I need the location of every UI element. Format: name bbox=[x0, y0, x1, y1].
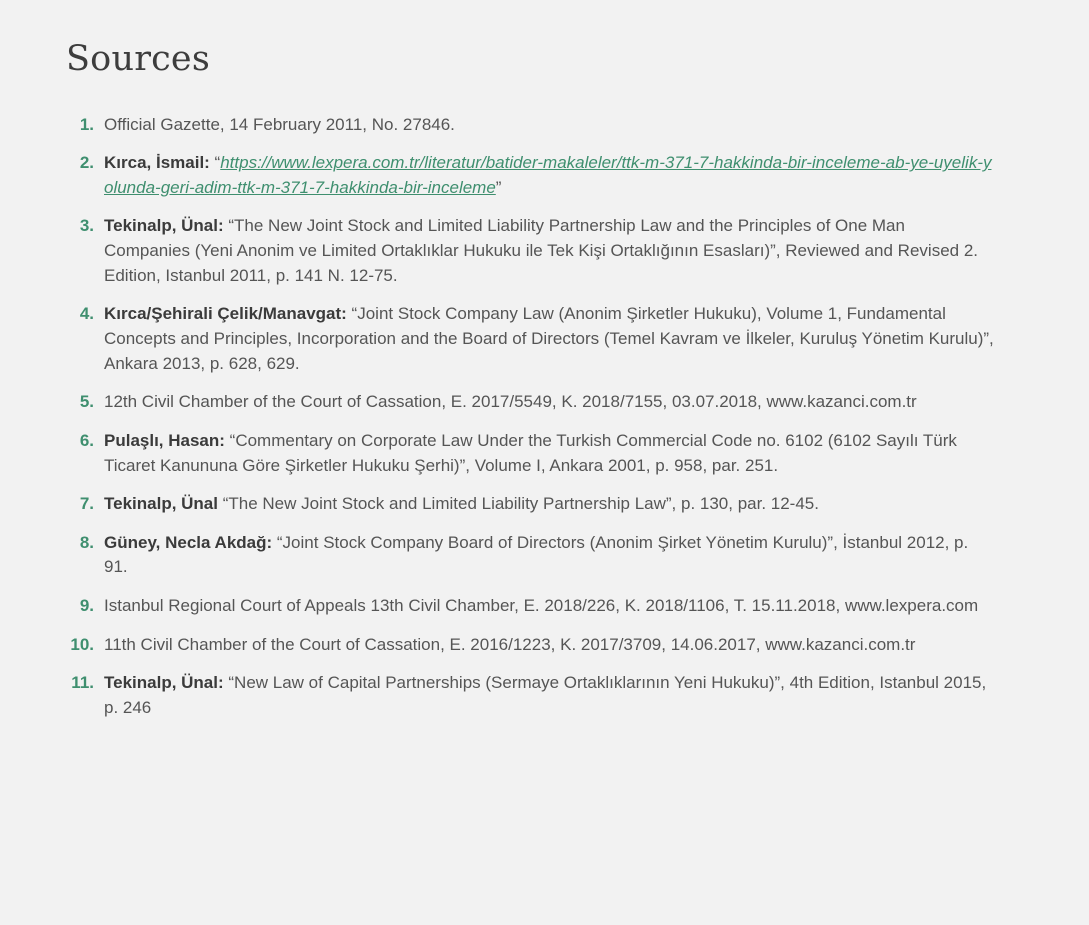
list-item-number: 10. bbox=[70, 634, 94, 654]
page-title: Sources bbox=[66, 39, 210, 79]
source-citation: Istanbul Regional Court of Appeals 13th Civil Chamber, E. 2018/226, K. 2018/1106, T. 15.11.2018, www.lexpera.com bbox=[104, 596, 979, 616]
source-citation: 11th Civil Chamber of the Court of Cassation, E. 2016/1223, K. 2017/3709, 14.06.2017, www.kazanci.com.tr bbox=[104, 634, 916, 654]
list-item-text bbox=[104, 671, 994, 720]
list-item bbox=[66, 151, 994, 200]
source-author: Tekinalp, Ünal: bbox=[104, 216, 224, 236]
list-item-text bbox=[104, 302, 994, 376]
list-item-text bbox=[104, 390, 994, 415]
list-item bbox=[66, 214, 994, 288]
source-author: Güney, Necla Akdağ: bbox=[104, 532, 273, 552]
list-item-number: 8. bbox=[79, 532, 94, 552]
list-item bbox=[66, 390, 994, 415]
source-author: Tekinalp, Ünal: bbox=[104, 673, 224, 693]
source-author: Kırca, İsmail: bbox=[104, 153, 210, 173]
list-item-text bbox=[104, 113, 994, 138]
source-citation-tail: ” bbox=[495, 177, 502, 197]
source-citation: 12th Civil Chamber of the Court of Cassation, E. 2017/5549, K. 2018/7155, 03.07.2018, www.kazanci.com.tr bbox=[104, 392, 917, 412]
list-item-number: 6. bbox=[79, 430, 94, 450]
list-item bbox=[66, 113, 994, 138]
source-link[interactable]: https://www.lexpera.com.tr/literatur/batider-makaleler/ttk-m-371-7-hakkinda-bir-inceleme-ab-ye-uyelik-yolunda-geri-adim-ttk-m-371-7-hakkinda-bir-inceleme bbox=[104, 153, 992, 197]
list-item-number: 5. bbox=[79, 392, 94, 412]
source-citation: “Commentary on Corporate Law Under the Turkish Commercial Code no. 6102 (6102 Sayılı Türk Ticaret Kanununa Göre Şirketler Hukuku Şerhi)”, Volume I, Ankara 2001, p. 958, par. 251. bbox=[104, 430, 957, 475]
list-item-text bbox=[104, 531, 994, 580]
source-author: Tekinalp, Ünal bbox=[104, 494, 218, 514]
list-item-number: 9. bbox=[79, 596, 94, 616]
list-item-number: 4. bbox=[79, 304, 94, 324]
list-item bbox=[66, 594, 994, 619]
list-item-number: 7. bbox=[79, 494, 94, 514]
list-item-number: 3. bbox=[79, 216, 94, 236]
list-item bbox=[66, 302, 994, 376]
source-citation: “The New Joint Stock and Limited Liability Partnership Law and the Principles of One Man Companies (Yeni Anonim ve Limited Ortaklıklar Hukuku ile Tek Kişi Ortaklığının Esasları)”, Reviewed and Revised 2. Edition, Istanbul 2011, p. 141 N. 12-75. bbox=[104, 216, 978, 285]
list-item bbox=[66, 531, 994, 580]
list-item-text bbox=[104, 429, 994, 478]
list-item-text bbox=[104, 594, 994, 619]
source-citation: “Joint Stock Company Law (Anonim Şirketler Hukuku), Volume 1, Fundamental Concepts and Principles, Incorporation and the Board of Directors (Temel Kavram ve İlkeler, Kuruluş Yönetim Kurulu)”, Ankara 2013, p. 628, 629. bbox=[104, 304, 994, 373]
source-citation: “New Law of Capital Partnerships (Sermaye Ortaklıklarının Yeni Hukuku)”, 4th Edition, Istanbul 2015, p. 246 bbox=[104, 673, 987, 718]
sources-list bbox=[66, 113, 994, 721]
list-item-number: 2. bbox=[79, 153, 94, 173]
list-item-text bbox=[104, 151, 994, 200]
list-item-number: 11. bbox=[71, 673, 94, 693]
list-item bbox=[66, 492, 994, 517]
list-item-text bbox=[104, 633, 994, 658]
list-item bbox=[66, 429, 994, 478]
list-item bbox=[66, 671, 994, 720]
list-item bbox=[66, 633, 994, 658]
list-item-text bbox=[104, 492, 994, 517]
source-author: Pulaşlı, Hasan: bbox=[104, 430, 225, 450]
source-author: Kırca/Şehirali Çelik/Manavgat: bbox=[104, 304, 347, 324]
source-citation: “The New Joint Stock and Limited Liability Partnership Law”, p. 130, par. 12-45. bbox=[218, 494, 819, 514]
source-citation: Official Gazette, 14 February 2011, No. 27846. bbox=[104, 114, 455, 134]
list-item-text bbox=[104, 214, 994, 288]
list-item-number: 1. bbox=[79, 114, 94, 134]
source-citation: “ bbox=[209, 153, 221, 173]
source-citation: “Joint Stock Company Board of Directors (Anonim Şirket Yönetim Kurulu)”, İstanbul 2012, p. 91. bbox=[104, 532, 969, 577]
